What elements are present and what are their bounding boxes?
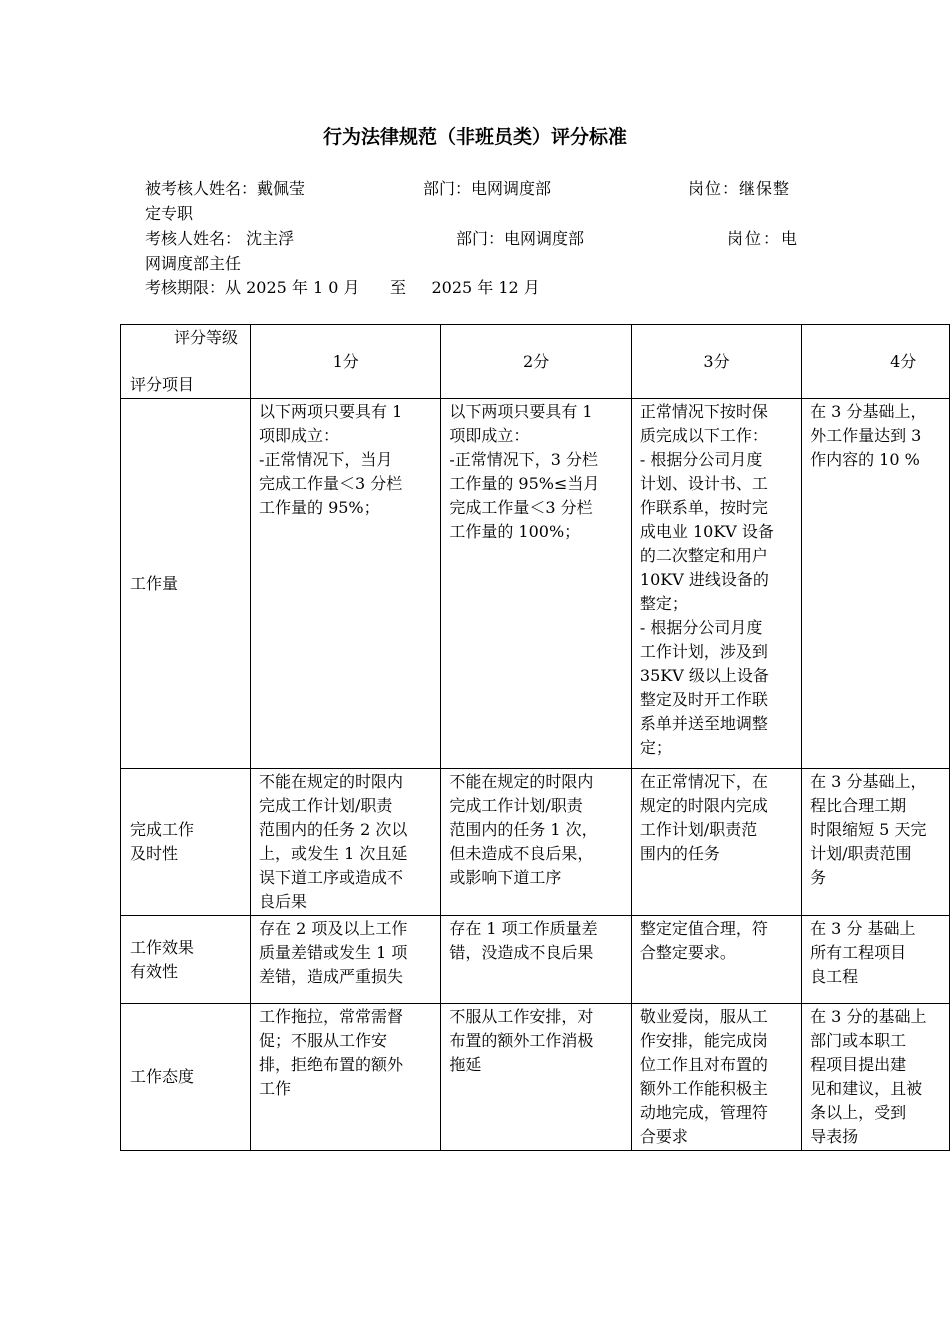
- cell-line: 敬业爱岗，服从工: [639, 1007, 768, 1026]
- cell-line: 整定及时开工作联: [639, 690, 768, 709]
- cell-line: 良工程: [810, 967, 859, 986]
- cell-line: 工作计划，涉及到: [639, 642, 768, 661]
- level-2-header: 2分: [441, 325, 632, 399]
- cell-line: 完成工作计划/职责: [449, 796, 583, 815]
- cell-line: 作安排，能完成岗: [639, 1031, 768, 1050]
- cell-line: 存在 1 项工作质量差: [449, 919, 598, 938]
- cell-line: 误下道工序或造成不: [258, 868, 403, 887]
- cell-line: 完成工作量＜3 分栏: [449, 498, 593, 517]
- cell-line: 错，没造成不良后果: [449, 943, 594, 962]
- cell-line: 导表扬: [810, 1127, 859, 1146]
- cell-line: - 根据分公司月度: [639, 450, 763, 469]
- cell-line: 定；: [639, 738, 672, 757]
- cell-line: 工作量的 95%；: [258, 498, 380, 517]
- cell-line: 在 3 分的基础上: [810, 1007, 927, 1026]
- cell-line: 工作: [258, 1079, 291, 1098]
- cell-line: 范围内的任务 2 次以: [258, 820, 408, 839]
- cell-line: 的二次整定和用户: [639, 546, 768, 565]
- cell-effectiveness-1: [250, 916, 440, 1004]
- level-1-header: 1分: [250, 325, 440, 399]
- cell-line: 部门或本职工: [810, 1031, 907, 1050]
- cell-line: 拖延: [449, 1055, 482, 1074]
- cell-line: 合要求: [639, 1127, 688, 1146]
- row-header-attitude: 工作态度: [121, 1004, 251, 1151]
- table-row-timeliness: [121, 769, 950, 916]
- examiner-name: 考核人姓名： 沈主浮: [145, 229, 295, 248]
- cell-line: 位工作且对布置的: [639, 1055, 768, 1074]
- cell-line: 程项目提出建: [810, 1055, 907, 1074]
- cell-line: 动地完成，管理符: [639, 1103, 768, 1122]
- row-header-workload: 工作量: [121, 399, 251, 769]
- cell-line: 时限缩短 5 天完: [810, 820, 927, 839]
- cell-line: 在 3 分基础上，: [810, 402, 927, 421]
- cell-effectiveness-4: [802, 916, 950, 1004]
- cell-line: 质完成以下工作：: [639, 426, 768, 445]
- cell-attitude-4: [802, 1004, 950, 1151]
- cell-line: -正常情况下，3 分栏: [449, 450, 599, 469]
- cell-line: 整定；: [639, 594, 688, 613]
- cell-line: 完成工作计划/职责: [258, 796, 393, 815]
- cell-line: 整定定值合理，符: [639, 919, 768, 938]
- cell-line: 在正常情况下，在: [639, 772, 768, 791]
- cell-timeliness-1: [250, 769, 440, 916]
- cell-line: 项即成立：: [258, 426, 339, 445]
- cell-line: 但未造成不良后果，: [449, 844, 594, 863]
- cell-line: 布置的额外工作消极: [449, 1031, 594, 1050]
- cell-line: 工作量的 100%；: [449, 522, 581, 541]
- cell-attitude-2: [441, 1004, 632, 1151]
- cell-timeliness-2: [441, 769, 632, 916]
- cell-line: 不能在规定的时限内: [258, 772, 403, 791]
- cell-line: 项即成立：: [449, 426, 530, 445]
- cell-line: 作内容的 10 %: [810, 450, 920, 469]
- header-row: [121, 325, 950, 399]
- cell-line: 不服从工作安排，对: [449, 1007, 594, 1026]
- cell-line: 计划/职责范围: [810, 844, 912, 863]
- cell-line: 工作拖拉，常常需督: [258, 1007, 403, 1026]
- cell-line: 程比合理工期: [810, 796, 907, 815]
- level-4-header: 4分: [802, 325, 950, 399]
- cell-line: 存在 2 项及以上工作: [258, 919, 408, 938]
- cell-line: 及时性: [130, 844, 179, 863]
- cell-line: 质量差错或发生 1 项: [258, 943, 408, 962]
- cell-line: 合整定要求。: [639, 943, 736, 962]
- cell-workload-1: [250, 399, 440, 769]
- cell-line: 完成工作: [130, 820, 195, 839]
- cell-effectiveness-2: [441, 916, 632, 1004]
- cell-line: 以下两项只要具有 1: [258, 402, 403, 421]
- cell-line: 在 3 分 基础上: [810, 919, 916, 938]
- cell-workload-4: [802, 399, 950, 769]
- cell-timeliness-3: [631, 769, 801, 916]
- cell-line: 在 3 分基础上，: [810, 772, 927, 791]
- cell-line: 完成工作量＜3 分栏: [258, 474, 403, 493]
- cell-line: 范围内的任务 1 次，: [449, 820, 598, 839]
- cell-line: 额外工作能积极主: [639, 1079, 768, 1098]
- table-row-effectiveness: [121, 916, 950, 1004]
- cell-effectiveness-3: [631, 916, 801, 1004]
- cell-line: - 根据分公司月度: [639, 618, 763, 637]
- page-title: 行为法律规范（非班员类）评分标准: [322, 126, 627, 148]
- table-row-attitude: [121, 1004, 950, 1151]
- scoring-table: [120, 324, 950, 1151]
- cell-attitude-3: [631, 1004, 801, 1151]
- cell-line: 见和建议，且被: [810, 1079, 923, 1098]
- corner-cell: [121, 325, 251, 399]
- cell-line: 上，或发生 1 次且延: [258, 844, 408, 863]
- cell-line: 或影响下道工序: [449, 868, 562, 887]
- cell-workload-3: [631, 399, 801, 769]
- examinee-department: 部门：电网调度部: [423, 179, 552, 198]
- cell-line: 系单并送至地调整: [639, 714, 768, 733]
- assessment-period: 考核期限：从 2025 年 1 0 月 至 2025 年 12 月: [145, 278, 540, 297]
- examiner-position: 岗位：电: [727, 229, 800, 248]
- corner-item-label: 评分项目: [130, 375, 195, 394]
- table-row-workload: [121, 399, 950, 769]
- cell-line: 工作量的 95%≤当月: [449, 474, 600, 493]
- cell-line: 务: [810, 868, 827, 887]
- cell-line: 35KV 级以上设备: [639, 666, 769, 685]
- cell-line: 成电业 10KV 设备: [639, 522, 774, 541]
- cell-line: 排，拒绝布置的额外: [258, 1055, 403, 1074]
- cell-line: 计划、设计书、工: [639, 474, 768, 493]
- cell-attitude-1: [250, 1004, 440, 1151]
- examinee-name: 被考核人姓名：戴佩莹: [145, 179, 306, 198]
- cell-line: 外工作量达到 3: [810, 426, 922, 445]
- cell-line: 有效性: [130, 961, 179, 981]
- cell-timeliness-4: [802, 769, 950, 916]
- cell-line: 规定的时限内完成: [639, 796, 768, 815]
- row-header-timeliness: [121, 769, 251, 916]
- cell-line: 正常情况下按时保: [639, 402, 768, 421]
- cell-line: 良后果: [258, 892, 307, 911]
- examinee-position: 岗位：继保整: [688, 179, 791, 198]
- cell-line: 差错，造成严重损失: [258, 967, 403, 986]
- cell-line: -正常情况下，当月: [258, 450, 393, 469]
- examiner-position-cont: 网调度部主任: [145, 254, 242, 273]
- cell-line: 条以上，受到: [810, 1103, 907, 1122]
- cell-line: 不能在规定的时限内: [449, 772, 594, 791]
- cell-line: 工作效果: [130, 937, 195, 957]
- corner-level-label: 评分等级: [173, 328, 238, 347]
- cell-line: 以下两项只要具有 1: [449, 402, 593, 421]
- row-header-effectiveness: [121, 916, 251, 1004]
- cell-line: 促；不服从工作安: [258, 1031, 387, 1050]
- cell-line: 10KV 进线设备的: [639, 570, 769, 589]
- cell-workload-2: [441, 399, 632, 769]
- cell-line: 围内的任务: [639, 844, 720, 863]
- cell-line: 所有工程项目: [810, 943, 907, 962]
- cell-line: 工作计划/职责范: [639, 820, 758, 839]
- examinee-position-cont: 定专职: [145, 204, 194, 223]
- level-3-header: 3分: [631, 325, 801, 399]
- cell-line: 作联系单，按时完: [639, 498, 768, 517]
- examiner-department: 部门：电网调度部: [456, 229, 585, 248]
